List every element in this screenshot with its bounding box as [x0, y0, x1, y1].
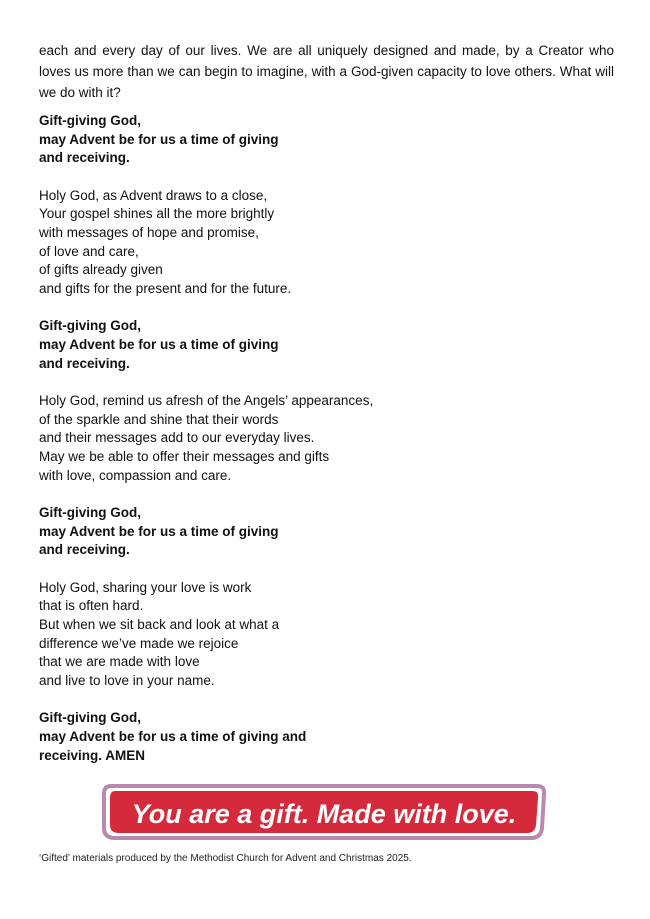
response-stanza	[39, 112, 614, 168]
response-line: receiving. AMEN	[39, 747, 146, 763]
response-line: and receiving.	[39, 355, 130, 371]
verse-line: difference we’ve made we rejoice	[39, 635, 239, 651]
response-line: may Advent be for us a time of giving and	[39, 729, 307, 745]
response-stanza	[39, 709, 614, 765]
verse-line: Holy God, as Advent draws to a close,	[39, 187, 268, 203]
verse-line: and their messages add to our everyday lives.	[39, 430, 315, 446]
verse-stanza	[39, 392, 614, 485]
verse-stanza	[39, 579, 614, 691]
response-line: and receiving.	[39, 542, 130, 558]
verse-line: May we be able to offer their messages and gifts	[39, 448, 330, 464]
response-line: Gift-giving God,	[39, 505, 141, 521]
response-line: may Advent be for us a time of giving	[39, 131, 279, 147]
verse-line: Holy God, remind us afresh of the Angels’ appearances,	[39, 393, 374, 409]
verse-line: of the sparkle and shine that their words	[39, 411, 279, 427]
verse-line: that is often hard.	[39, 598, 144, 614]
response-stanza	[39, 504, 614, 560]
verse-line: with messages of hope and promise,	[39, 224, 259, 240]
verse-line: with love, compassion and care.	[39, 467, 232, 483]
verse-stanza	[39, 187, 614, 299]
response-line: Gift-giving God,	[39, 318, 141, 334]
response-line: Gift-giving God,	[39, 113, 141, 128]
intro-paragraph: each and every day of our lives. We are all uniquely designed and made, by a Creator who loves us more than we can begin to imagine, with a God-given capacity to love others. What will we do with it?	[39, 43, 614, 100]
verse-line: that we are made with love	[39, 654, 200, 670]
verse-line: and gifts for the present and for the future.	[39, 280, 292, 296]
response-line: may Advent be for us a time of giving	[39, 523, 279, 539]
verse-line: Your gospel shines all the more brightly	[39, 206, 275, 222]
response-line: Gift-giving God,	[39, 710, 141, 726]
response-stanza	[39, 317, 614, 373]
verse-line: of gifts already given	[39, 262, 163, 278]
verse-line: of love and care,	[39, 243, 139, 259]
gift-banner	[101, 782, 547, 842]
verse-line: But when we sit back and look at what a	[39, 617, 280, 633]
gift-banner-graphic	[101, 782, 547, 842]
banner-text: You are a gift. Made with love.	[131, 799, 517, 829]
document-body	[39, 40, 614, 765]
response-line: and receiving.	[39, 150, 130, 166]
verse-line: Holy God, sharing your love is work	[39, 579, 252, 595]
response-line: may Advent be for us a time of giving	[39, 336, 279, 352]
verse-line: and live to love in your name.	[39, 672, 215, 688]
footer-credit: ‘Gifted’ materials produced by the Methodist Church for Advent and Christmas 2025.	[39, 853, 412, 864]
